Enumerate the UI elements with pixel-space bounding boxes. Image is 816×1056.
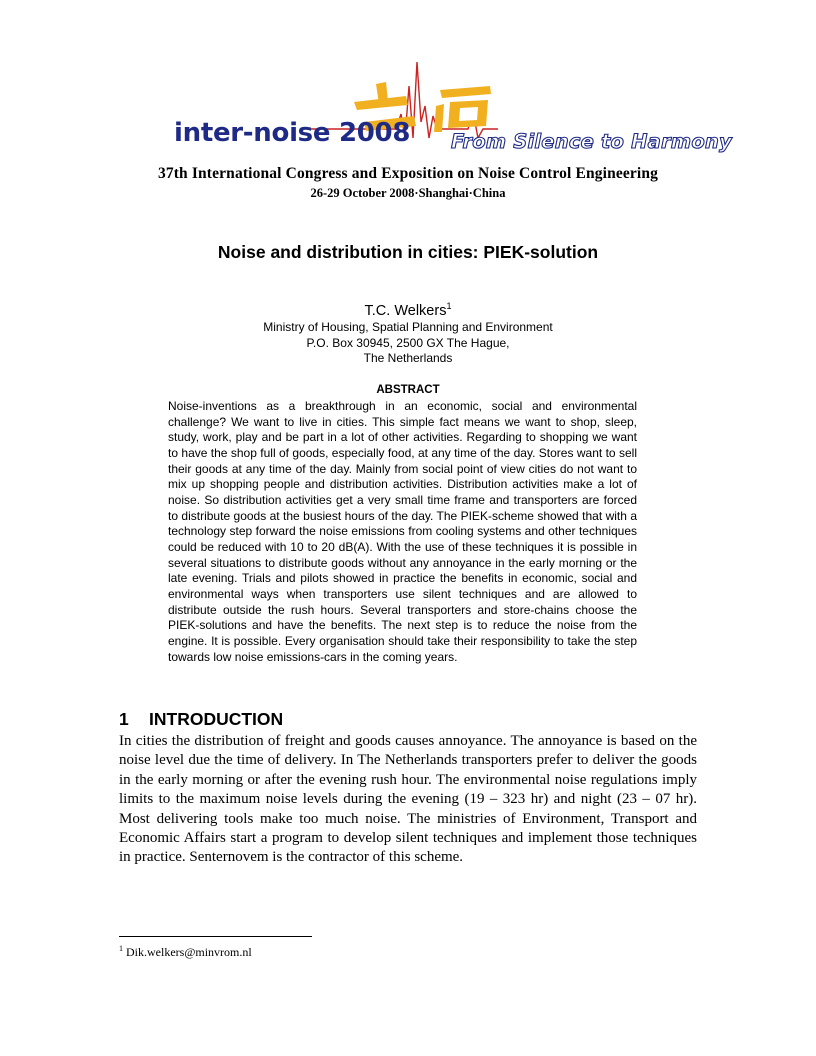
conference-title: 37th International Congress and Exposition on Noise Control Engineering (157, 165, 659, 182)
paper-title: Noise and distribution in cities: PIEK-solution (217, 242, 599, 262)
affiliation (0, 320, 816, 367)
logo-wordmark: inter-noise 2008 (174, 118, 411, 148)
footnote (119, 945, 252, 960)
footnote-divider (119, 936, 312, 937)
author-line (0, 303, 816, 319)
abstract-heading: ABSTRACT (376, 384, 440, 396)
affiliation-line: Ministry of Housing, Spatial Planning and Environment (263, 320, 553, 334)
conference-logo (168, 42, 732, 164)
footnote-mark: 1 (119, 944, 123, 953)
section-number: 1 (119, 709, 129, 729)
section-heading (119, 709, 283, 730)
abstract-text: Noise-inventions as a breakthrough in an economic, social and environmental challenge? We want to live in cities. This simple fact means we want to shop, sleep, study, work, play and be part in a lot of other activities. Regarding to shopping we want to have the shop full of goods, especially food, at any time of the day. Stores want to sell their goods at any time of the day. Mainly from social point of view cities do not want to mix up shopping people and distribution activities. Distribution activities make a lot of noise. So distribution activities get a very small time frame and transporters are forced to distribute goods at the busiest hours of the day. The PIEK-scheme showed that with a technology step forward the noise emissions from cooling systems and other techniques could be reduced with 10 to 20 dB(A). With the use of these techniques it is possible in several situations to distribute goods without any annoyance in the early morning or the late evening. Trials and pilots showed in practice the benefits in economic, social and environmental ways when transporters use silent techniques and are allowed to distribute outside the rush hours. Several transporters and store-chains choose the PIEK-solutions and have the benefits. The next step is to reduce the noise from the engine. It is possible. Every organisation should take their responsibility to take the step towards low noise emissions-cars in the coming years. (168, 399, 637, 664)
section-title: INTRODUCTION (149, 709, 284, 729)
affiliation-line: The Netherlands (363, 351, 453, 365)
conference-dates: 26-29 October 2008·Shanghai·China (310, 186, 506, 200)
affiliation-line: P.O. Box 30945, 2500 GX The Hague, (306, 335, 510, 350)
author-footnote-mark: 1 (446, 301, 452, 312)
author-name: T.C. Welkers (364, 303, 447, 319)
logo-motto: From Silence to Harmony (451, 130, 732, 153)
footnote-email: Dik.welkers@minvrom.nl (126, 945, 252, 959)
section-body: In cities the distribution of freight and goods causes annoyance. The annoyance is based on the noise level due the time of delivery. In The Netherlands transporters prefer to deliver the goods in the early morning or after the evening rush hour. The environmental noise regulations imply limits to the maximum noise levels during the evening (19 – 323 hr) and night (23 – 07 hr). Most delivering tools make too much noise. The ministries of Environment, Transport and Economic Affairs start a program to develop silent techniques and implement those techniques in practice. Senternovem is the contractor of this scheme. (119, 733, 697, 866)
